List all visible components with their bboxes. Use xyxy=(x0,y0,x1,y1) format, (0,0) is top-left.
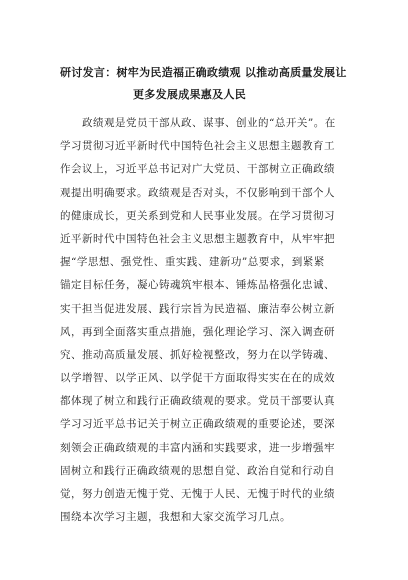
body-line: 学习贯彻习近平新时代中国特色社会主义思想主题教育工 xyxy=(60,140,335,153)
document-title-line-1: 研讨发言：树牢为民造福正确政绩观 以推动高质量发展让 xyxy=(60,66,347,79)
body-line: 握“学思想、强党性、重实践、建新功”总要求，到紧紧 xyxy=(60,256,325,269)
body-line: 实干担当促进发展、践行宗旨为民造福、廉洁奉公树立新 xyxy=(60,302,335,315)
body-line: 作会议上，习近平总书记对广大党员、干部树立正确政绩 xyxy=(60,163,335,176)
body-line: 固树立和践行正确政绩观的思想自觉、政治自觉和行动自 xyxy=(60,464,335,477)
body-line: 政绩观是党员干部从政、谋事、创业的“总开关”。在 xyxy=(60,117,336,129)
body-line: 都体现了树立和践行正确政绩观的要求。党员干部要认真 xyxy=(60,395,335,408)
body-line: 觉，努力创造无愧于党、无愧于人民、无愧于时代的业绩 xyxy=(60,488,335,500)
body-line: 风，再到全面落实重点措施，强化理论学习、深入调查研 xyxy=(60,325,335,338)
document-body xyxy=(60,112,360,529)
body-line: 的健康成长，更关系到党和人民事业发展。在学习贯彻习 xyxy=(60,209,335,222)
body-line: 围绕本次学习主题，我想和大家交流学习几点。 xyxy=(60,511,291,524)
body-line: 锚定目标任务，凝心铸魂筑牢根本、锤炼品格强化忠诚、 xyxy=(60,279,335,292)
body-line: 刻领会正确政绩观的丰富内涵和实践要求，进一步增强牢 xyxy=(60,441,335,454)
body-line: 以学增智、以学正风、以学促干方面取得实实在在的成效 xyxy=(60,372,335,385)
document-title-line-2: 更多发展成果惠及人民 xyxy=(133,88,246,101)
body-line: 观提出明确要求。政绩观是否对头，不仅影响到干部个人 xyxy=(60,186,335,199)
body-line: 学习习近平总书记关于树立正确政绩观的重要论述，要深 xyxy=(60,418,335,431)
body-line: 究、推动高质量发展、抓好检视整改，努力在以学铸魂、 xyxy=(60,348,335,361)
body-line: 近平新时代中国特色社会主义思想主题教育中，从牢牢把 xyxy=(60,232,335,245)
